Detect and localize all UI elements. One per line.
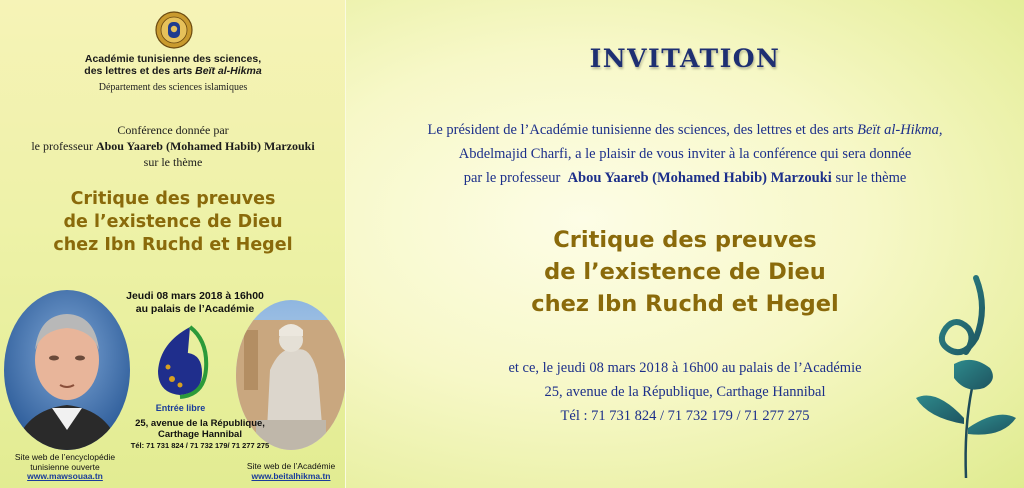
info-line2: 25, avenue de la République, Carthage Hannibal — [544, 384, 826, 400]
conference-line2: le professeur Abou Yaareb (Mohamed Habib) Marzouki — [31, 139, 315, 153]
academy-name-line2: des lettres et des arts Beït al-Hikma — [84, 65, 262, 77]
invitation-paragraph — [346, 118, 1024, 190]
site2-line1: Site web de l’Académie — [246, 461, 336, 471]
calligraphy-flower-icon — [906, 268, 1024, 488]
para-academy-italic: Beït al-Hikma, — [857, 122, 943, 138]
venue-line: au palais de l’Académie — [135, 303, 255, 315]
invitation-title-line1: Critique des preuves — [553, 227, 817, 253]
speaker-name: Abou Yaareb (Mohamed Habib) Marzouki — [95, 139, 315, 153]
invitation-card-panel — [346, 0, 1024, 488]
date-line: Jeudi 08 mars 2018 à 16h00 — [126, 290, 264, 302]
flyer-title-line1: Critique des preuves — [70, 189, 276, 209]
para-line2: Abdelmajid Charfi, a le plaisir de vous inviter à la conférence qui sera donnée — [458, 146, 912, 162]
info-line3: Tél : 71 731 824 / 71 732 179 / 71 277 275 — [560, 408, 810, 424]
site1-line2: tunisienne ouverte — [30, 461, 100, 472]
conference-line1: Conférence donnée par — [117, 123, 229, 137]
academy-site-link[interactable]: www.beitalhikma.tn — [251, 471, 331, 481]
academy-name-line1: Académie tunisienne des sciences, — [84, 53, 262, 65]
calligraphy-drop-image — [150, 323, 210, 399]
invitation-heading: INVITATION — [589, 44, 781, 73]
site1-line1: Site web de l’encyclopédie — [14, 452, 116, 462]
conference-intro — [0, 122, 346, 170]
flyer-title-line2: de l’existence de Dieu — [63, 212, 283, 232]
academy-site-block — [236, 461, 346, 481]
invitation-title-line2: de l’existence de Dieu — [544, 259, 826, 285]
invitation-flyer-panel — [0, 0, 346, 488]
address-line2: Carthage Hannibal — [158, 429, 242, 440]
para-line3: par le professeur Abou Yaareb (Mohamed Habib) Marzouki sur le thème — [463, 170, 907, 186]
para-line1: Le président de l’Académie tunisienne des sciences, des lettres et des arts Beït al-Hikma, — [427, 122, 943, 138]
department-label: Département des sciences islamiques — [98, 82, 248, 93]
entry-badge: Entrée libre — [155, 403, 206, 413]
academy-name-italic: Beït al-Hikma — [195, 65, 262, 77]
flyer-title-line3: chez Ibn Ruchd et Hegel — [53, 235, 293, 255]
address-line1: 25, avenue de la République, — [135, 418, 265, 429]
encyclopedia-site-link[interactable]: www.mawsouaa.tn — [27, 471, 103, 481]
flyer-phone: Tél: 71 731 824 / 71 732 179/ 71 277 275 — [130, 441, 270, 450]
info-line1: et ce, le jeudi 08 mars 2018 à 16h00 au palais de l’Académie — [508, 360, 862, 376]
flyer-address — [100, 418, 300, 440]
flyer-title — [0, 188, 346, 257]
academy-logo — [155, 10, 193, 50]
invitation-title-line3: chez Ibn Ruchd et Hegel — [531, 291, 839, 317]
para-speaker-name: Abou Yaareb (Mohamed Habib) Marzouki — [567, 170, 832, 186]
encyclopedia-site-block — [0, 453, 130, 482]
conference-line3: sur le thème — [143, 155, 203, 169]
